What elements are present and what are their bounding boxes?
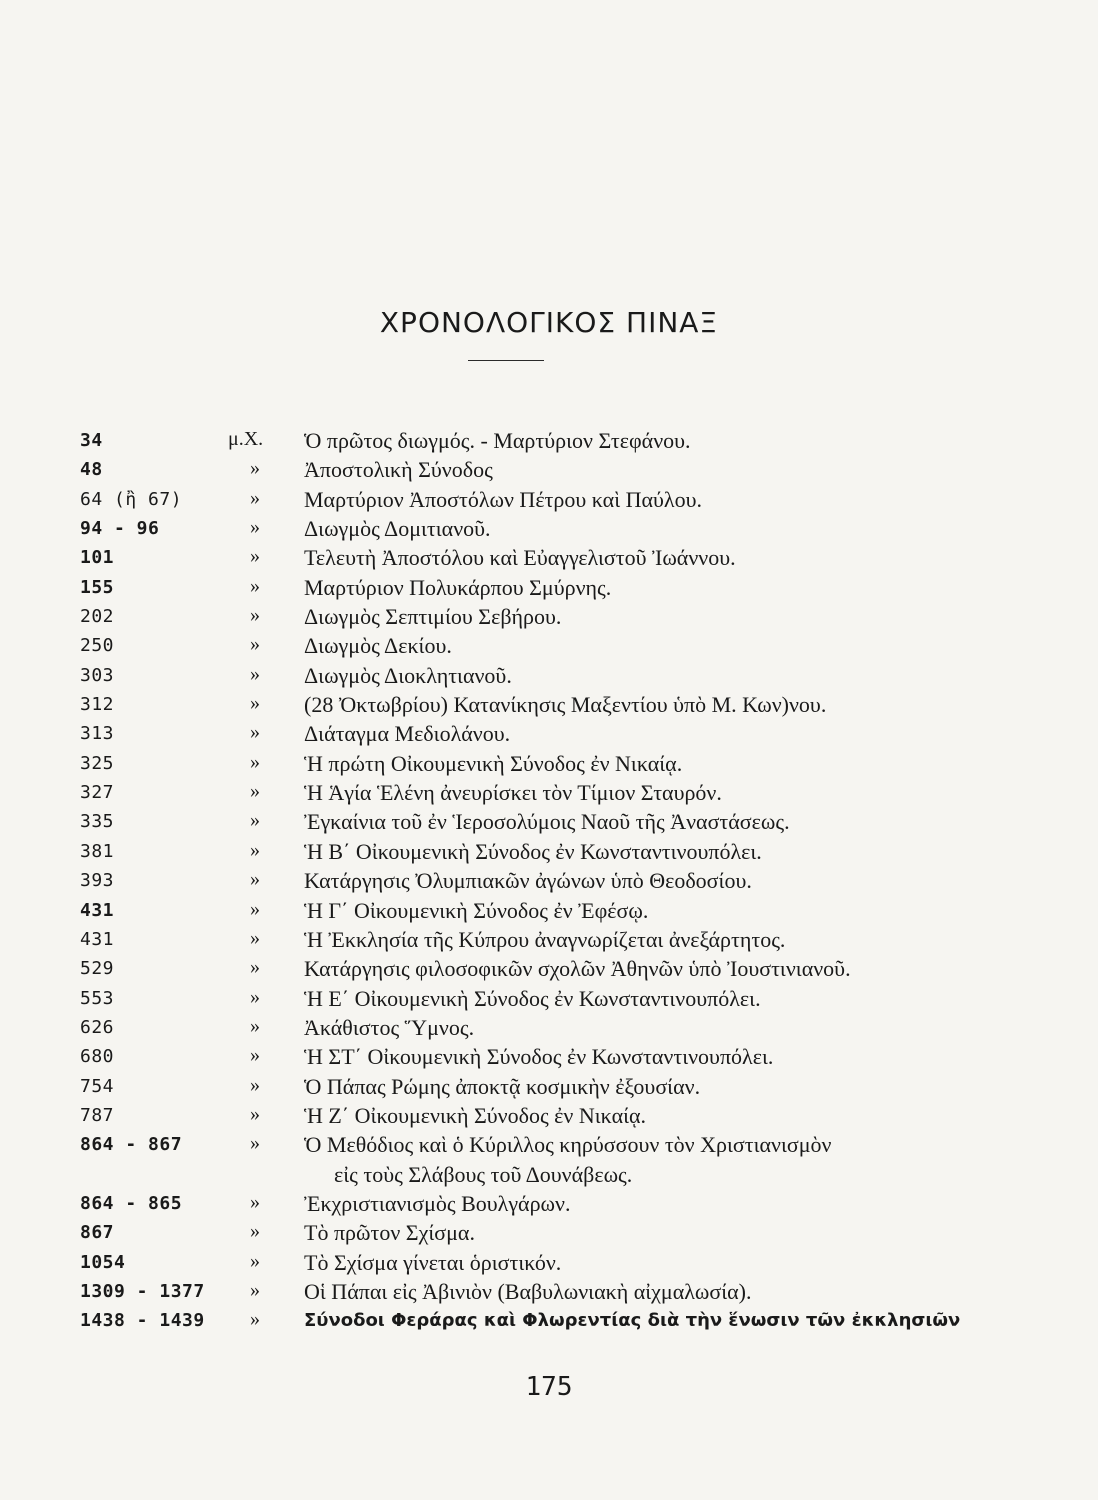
event-cell — [304, 954, 851, 983]
year-cell: 381 — [80, 840, 115, 862]
table-row — [0, 896, 1098, 925]
chronology-table — [0, 426, 1098, 1336]
event-text: Ὁ Μεθόδιος καὶ ὁ Κύριλλος κηρύσσουν τὸν Χριστιανισμὸν — [304, 1132, 832, 1158]
ditto-mark: » — [250, 926, 260, 949]
event-text: Κατάργησις Ὀλυμπιακῶν ἀγώνων ὑπὸ Θεοδοσίου. — [304, 868, 752, 894]
event-cell — [304, 807, 790, 836]
table-row — [0, 426, 1098, 455]
event-cell — [304, 1277, 752, 1306]
event-cell — [304, 514, 491, 543]
event-text: Οἱ Πάπαι εἰς Ἀβινιὸν (Βαβυλωνιακὴ αἰχμαλωσία). — [304, 1278, 752, 1304]
event-cell — [304, 925, 785, 954]
event-cell — [304, 661, 512, 690]
table-row — [0, 1189, 1098, 1218]
event-cell — [304, 485, 702, 514]
table-row — [0, 455, 1098, 484]
table-row — [0, 1306, 1098, 1335]
event-text: Ὁ πρῶτος διωγμός. - Μαρτύριον Στεφάνου. — [304, 428, 691, 453]
year-cell: 34 — [80, 430, 103, 451]
year-cell: 48 — [80, 459, 103, 481]
year-cell: 1309 - 1377 — [80, 1280, 205, 1302]
event-cell — [304, 984, 761, 1013]
event-cell — [304, 1042, 773, 1071]
event-cell — [304, 837, 762, 866]
year-cell: 64 (ἢ 67) — [80, 488, 183, 510]
table-row — [0, 778, 1098, 807]
event-cell — [304, 1130, 832, 1189]
event-text: Μαρτύριον Πολυκάρπου Σμύρνης. — [304, 574, 612, 600]
table-row — [0, 925, 1098, 954]
era-cell: μ.Χ. — [228, 428, 264, 450]
ditto-mark: » — [250, 1102, 260, 1125]
year-cell: 680 — [80, 1046, 115, 1068]
ditto-mark: » — [250, 985, 260, 1008]
year-cell: 787 — [80, 1104, 115, 1126]
ditto-mark: » — [250, 1249, 260, 1272]
table-row — [0, 1130, 1098, 1189]
ditto-mark: » — [250, 633, 260, 656]
event-cell — [304, 866, 752, 895]
page-title: ΧΡΟΝΟΛΟΓΙΚΟΣ ΠΙΝΑΞ — [379, 306, 719, 339]
event-continuation: εἰς τοὺς Σλάβους τοῦ Δουνάβεως. — [334, 1161, 633, 1187]
event-text: Ἡ Ε΄ Οἰκουμενικὴ Σύνοδος ἐν Κωνσταντινουπόλει. — [304, 985, 761, 1011]
ditto-mark: » — [250, 838, 260, 861]
year-cell: 754 — [80, 1075, 115, 1097]
table-row — [0, 719, 1098, 748]
ditto-mark: » — [250, 604, 260, 627]
table-row — [0, 1072, 1098, 1101]
event-text: Τὸ πρῶτον Σχίσμα. — [304, 1220, 475, 1246]
year-cell: 94 - 96 — [80, 518, 160, 540]
year-cell: 393 — [80, 870, 115, 892]
year-cell: 327 — [80, 782, 115, 804]
page-number: 175 — [525, 1372, 573, 1402]
year-cell: 553 — [80, 987, 115, 1009]
ditto-mark: » — [250, 662, 260, 685]
ditto-mark: » — [250, 1132, 260, 1155]
event-text: Τὸ Σχίσμα γίνεται ὁριστικόν. — [304, 1249, 562, 1275]
ditto-mark: » — [250, 809, 260, 832]
ditto-mark: » — [250, 721, 260, 744]
ditto-mark: » — [250, 692, 260, 715]
event-cell — [304, 690, 826, 719]
event-text: (28 Ὀκτωβρίου) Κατανίκησις Μαξεντίου ὑπὸ Μ. Κων)νου. — [304, 692, 827, 718]
ditto-mark: » — [250, 574, 260, 597]
event-text: Διωγμὸς Δεκίου. — [304, 633, 452, 659]
table-row — [0, 514, 1098, 543]
table-row — [0, 1248, 1098, 1277]
event-text: Ἐγκαίνια τοῦ ἐν Ἱεροσολύμοις Ναοῦ τῆς Ἀναστάσεως. — [304, 809, 790, 835]
ditto-mark: » — [250, 1220, 260, 1243]
table-row — [0, 1013, 1098, 1042]
year-cell: 313 — [80, 723, 115, 745]
event-text: Διωγμὸς Σεπτιμίου Σεβήρου. — [304, 604, 562, 630]
ditto-mark: » — [250, 1190, 260, 1213]
year-cell: 250 — [80, 635, 115, 657]
year-cell: 867 — [80, 1222, 115, 1244]
event-text: Ἡ Β΄ Οἰκουμενικὴ Σύνοδος ἐν Κωνσταντινουπόλει. — [304, 838, 762, 864]
table-row — [0, 543, 1098, 572]
event-text: Σύνοδοι Φεράρας καὶ Φλωρεντίας διὰ τὴν ἕνωσιν τῶν ἐκκλησιῶν — [304, 1310, 961, 1332]
event-text: Ἡ Ἁγία Ἑλένη ἀνευρίσκει τὸν Τίμιον Σταυρόν. — [304, 780, 722, 806]
event-text: Ἡ Ἐκκλησία τῆς Κύπρου ἀναγνωρίζεται ἀνεξάρτητος. — [304, 926, 786, 952]
table-row — [0, 837, 1098, 866]
year-cell: 864 - 865 — [80, 1192, 183, 1214]
table-row — [0, 866, 1098, 895]
year-cell: 202 — [80, 606, 115, 628]
year-cell: 626 — [80, 1016, 115, 1038]
ditto-mark: » — [250, 1278, 260, 1301]
year-cell: 155 — [80, 576, 115, 598]
ditto-mark: » — [250, 868, 260, 891]
event-cell — [304, 455, 493, 484]
ditto-mark: » — [250, 956, 260, 979]
event-cell — [304, 719, 510, 748]
ditto-mark: » — [250, 750, 260, 773]
table-row — [0, 1277, 1098, 1306]
event-text: Διάταγμα Μεδιολάνου. — [304, 721, 511, 747]
year-cell: 1054 — [80, 1251, 126, 1273]
table-row — [0, 1101, 1098, 1130]
event-cell — [304, 602, 561, 631]
ditto-mark: » — [250, 1044, 260, 1067]
table-row — [0, 485, 1098, 514]
event-text: Διωγμὸς Διοκλητιανοῦ. — [304, 662, 512, 688]
event-cell — [304, 1013, 474, 1042]
table-row — [0, 984, 1098, 1013]
title-divider — [468, 360, 544, 361]
event-text: Ἡ Γ΄ Οἰκουμενικὴ Σύνοδος ἐν Ἐφέσῳ. — [304, 897, 649, 923]
event-text: Κατάργησις φιλοσοφικῶν σχολῶν Ἀθηνῶν ὑπὸ Ἰουστινιανοῦ. — [304, 956, 851, 982]
table-row — [0, 602, 1098, 631]
event-text: Ἡ ΣΤ΄ Οἰκουμενικὴ Σύνοδος ἐν Κωνσταντινουπόλει. — [304, 1044, 774, 1070]
table-row — [0, 954, 1098, 983]
event-cell — [304, 426, 691, 455]
event-cell — [304, 1306, 960, 1335]
event-text: Τελευτὴ Ἀποστόλου καὶ Εὐαγγελιστοῦ Ἰωάννου. — [304, 545, 736, 571]
table-row — [0, 1218, 1098, 1247]
year-cell: 529 — [80, 958, 115, 980]
table-row — [0, 807, 1098, 836]
event-cell — [304, 778, 722, 807]
event-cell — [304, 749, 682, 778]
year-cell: 431 — [80, 899, 115, 921]
table-row — [0, 1042, 1098, 1071]
table-row — [0, 631, 1098, 660]
event-cell — [304, 1189, 570, 1218]
event-cell — [304, 631, 452, 660]
event-text: Διωγμὸς Δομιτιανοῦ. — [304, 516, 491, 542]
year-cell: 303 — [80, 664, 115, 686]
year-cell: 325 — [80, 752, 115, 774]
year-cell: 431 — [80, 928, 115, 950]
table-row — [0, 749, 1098, 778]
event-cell — [304, 543, 736, 572]
ditto-mark: » — [250, 897, 260, 920]
ditto-mark: » — [250, 780, 260, 803]
table-row — [0, 661, 1098, 690]
event-text: Ἡ πρώτη Οἰκουμενικὴ Σύνοδος ἐν Νικαίᾳ. — [304, 750, 683, 776]
year-cell: 312 — [80, 694, 115, 716]
ditto-mark: » — [250, 516, 260, 539]
event-text: Ὁ Πάπας Ρώμης ἀποκτᾷ κοσμικὴν ἐξουσίαν. — [304, 1073, 701, 1099]
event-text: Μαρτύριον Ἀποστόλων Πέτρου καὶ Παύλου. — [304, 486, 702, 512]
event-cell — [304, 1072, 700, 1101]
year-cell: 864 - 867 — [80, 1134, 183, 1156]
event-text: Ἡ Ζ΄ Οἰκουμενικὴ Σύνοδος ἐν Νικαίᾳ. — [304, 1102, 647, 1128]
event-text: Ἐκχριστιανισμὸς Βουλγάρων. — [304, 1190, 571, 1216]
ditto-mark: » — [250, 1073, 260, 1096]
table-row — [0, 573, 1098, 602]
event-cell — [304, 573, 611, 602]
event-cell — [304, 896, 648, 925]
event-cell — [304, 1218, 475, 1247]
ditto-mark: » — [250, 1014, 260, 1037]
year-cell: 1438 - 1439 — [80, 1310, 205, 1332]
table-row — [0, 690, 1098, 719]
ditto-mark: » — [250, 486, 260, 509]
ditto-mark: » — [250, 457, 260, 480]
event-text: Ἀποστολικὴ Σύνοδος — [304, 457, 493, 483]
event-cell — [304, 1248, 561, 1277]
ditto-mark: » — [250, 545, 260, 568]
year-cell: 101 — [80, 547, 115, 569]
ditto-mark: » — [250, 1308, 260, 1331]
event-text: Ἀκάθιστος Ὕμνος. — [304, 1014, 475, 1040]
year-cell: 335 — [80, 811, 115, 833]
event-cell — [304, 1101, 646, 1130]
